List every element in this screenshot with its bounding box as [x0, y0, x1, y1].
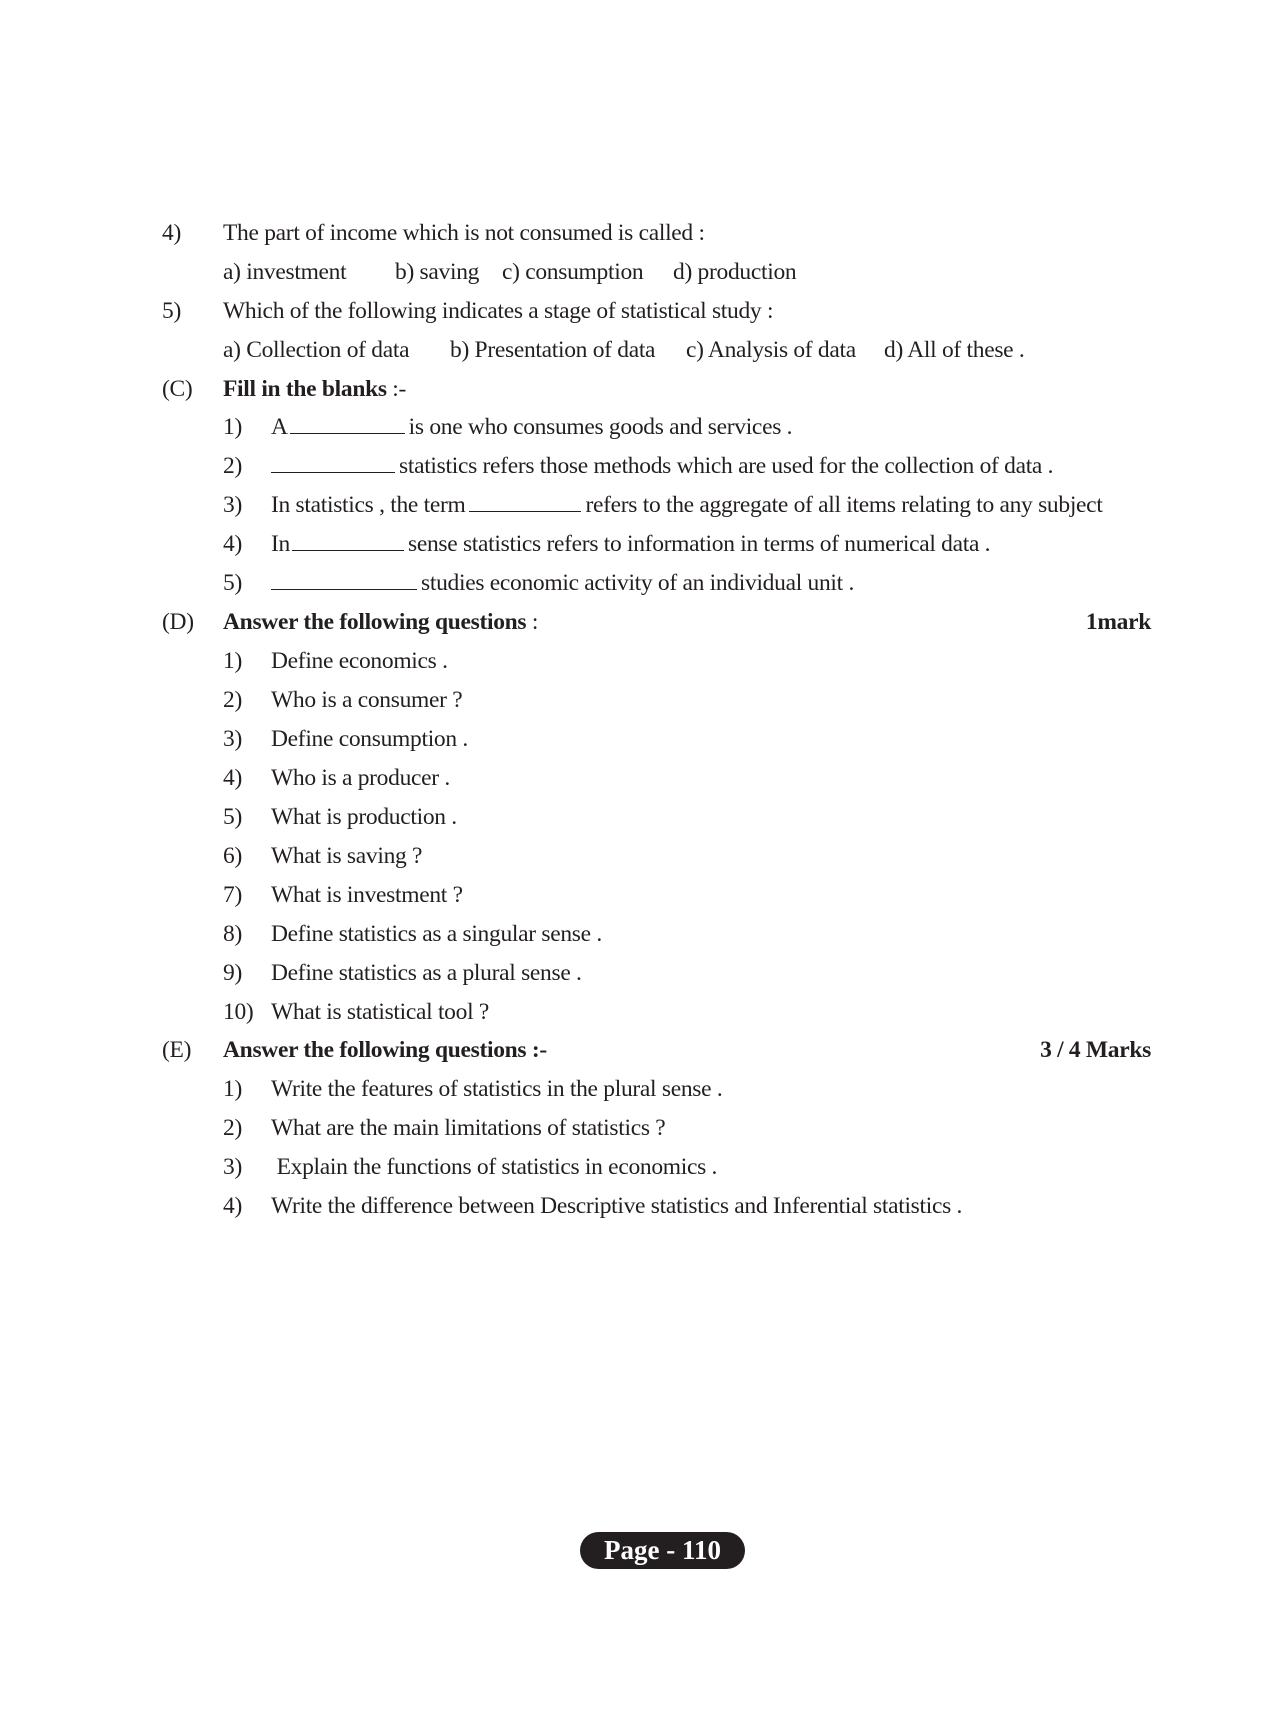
item-text: Define economics .: [271, 648, 448, 674]
section-label: (E): [162, 1037, 192, 1063]
section-marks: 3 / 4 Marks: [1040, 1037, 1151, 1063]
item-text: Define consumption .: [271, 726, 468, 752]
item-text-before: In: [271, 531, 290, 557]
item-number: 2): [223, 687, 242, 713]
section-title: Fill in the blanks: [223, 376, 387, 402]
item-number: 3): [223, 726, 242, 752]
page-number-badge: Page - 110: [580, 1532, 745, 1569]
item-number: 6): [223, 843, 242, 869]
item-number: 4): [223, 531, 242, 557]
item-number: 1): [223, 648, 242, 674]
item-text: What is production .: [271, 804, 457, 830]
question-text: Which of the following indicates a stage of statistical study :: [223, 298, 774, 324]
option-d: d) All of these .: [884, 337, 1025, 363]
item-text-after: is one who consumes goods and services .: [408, 414, 793, 440]
option-d: d) production: [673, 259, 797, 285]
item-text-before: In statistics , the term: [271, 492, 466, 518]
item-text: What are the main limitations of statistics ?: [271, 1115, 666, 1141]
item-number: 2): [223, 1115, 242, 1141]
item-text-before: A: [271, 414, 288, 440]
item-number: 10): [223, 999, 254, 1025]
answer-blank: [469, 491, 581, 512]
section-title-suffix: :: [526, 609, 539, 635]
item-number: 3): [223, 492, 242, 518]
answer-blank: [271, 569, 417, 590]
question-text: The part of income which is not consumed is called :: [223, 220, 705, 246]
item-text: Who is a producer .: [271, 765, 450, 791]
option-b: b) Presentation of data: [450, 337, 656, 363]
item-number: 2): [223, 453, 242, 479]
item-number: 5): [223, 804, 242, 830]
item-text: Who is a consumer ?: [271, 687, 463, 713]
item-text-after: studies economic activity of an individual unit .: [421, 570, 855, 596]
item-text: Write the difference between Descriptive statistics and Inferential statistics .: [271, 1193, 963, 1219]
item-text: What is investment ?: [271, 882, 463, 908]
section-label: (D): [162, 609, 194, 635]
section-title: Answer the following questions :-: [223, 1037, 547, 1063]
item-number: 4): [223, 765, 242, 791]
option-a: a) investment: [223, 259, 347, 285]
question-number: 5): [162, 298, 181, 324]
item-text-after: refers to the aggregate of all items relating to any subject: [585, 492, 1103, 518]
option-a: a) Collection of data: [223, 337, 410, 363]
answer-blank: [290, 413, 405, 434]
section-title: Answer the following questions: [223, 609, 527, 635]
answer-blank: [271, 452, 395, 473]
item-number: 8): [223, 921, 242, 947]
question-number: 4): [162, 220, 181, 246]
item-text: Write the features of statistics in the plural sense .: [271, 1076, 723, 1102]
item-text: Explain the functions of statistics in economics .: [271, 1154, 718, 1180]
item-number: 3): [223, 1154, 242, 1180]
item-number: 1): [223, 1076, 242, 1102]
option-c: c) consumption: [502, 259, 644, 285]
item-text: What is saving ?: [271, 843, 423, 869]
option-c: c) Analysis of data: [686, 337, 856, 363]
item-text: Define statistics as a singular sense .: [271, 921, 602, 947]
section-label: (C): [162, 376, 193, 402]
item-number: 4): [223, 1193, 242, 1219]
item-text-after: sense statistics refers to information in terms of numerical data .: [407, 531, 991, 557]
option-b: b) saving: [395, 259, 480, 285]
item-text: What is statistical tool ?: [271, 999, 490, 1025]
section-title-suffix: :-: [386, 376, 407, 402]
item-number: 7): [223, 882, 242, 908]
item-number: 5): [223, 570, 242, 596]
item-number: 1): [223, 414, 242, 440]
answer-blank: [292, 530, 404, 551]
item-text-after: statistics refers those methods which are used for the collection of data .: [399, 453, 1054, 479]
item-number: 9): [223, 960, 242, 986]
item-text: Define statistics as a plural sense .: [271, 960, 582, 986]
section-marks: 1mark: [1085, 609, 1151, 635]
